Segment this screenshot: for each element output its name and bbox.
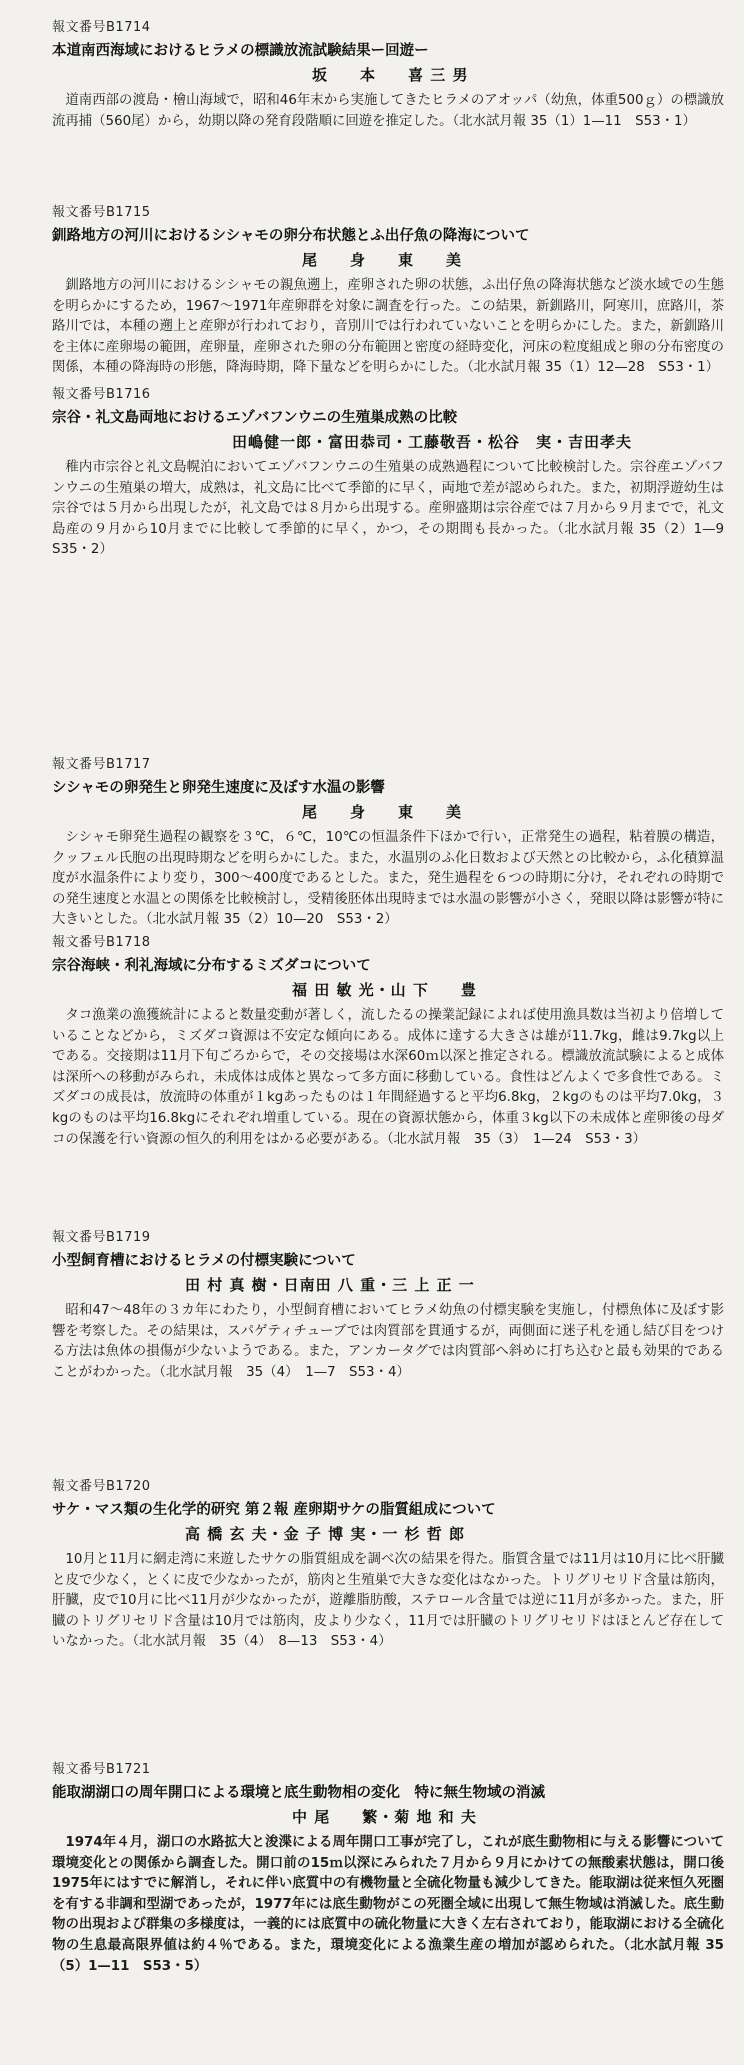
report-abstract: タコ漁業の漁獲統計によると数量変動が著しく，流したるの操業記録によれば使用漁具数は当初より倍増していることなどから，ミズダコ資源は不安定な傾向にある。成体に達する大きさは雄が11.7kg，雌は9.7kg以上である。交接期は11月下旬ごろからで，その交接場は水深60ｍ以深と推定される。標識放流試験によると成体は深所への移動がみられ，未成体は成体と異なって多方面に移動している。食性はどんよくで多食性である。ミズダコの成長は，放流時の体重が１kgあったものは１年間経過すると平均6.8kg，２kgのものは平均7.0kg，３kgのものは平均16.8kgにそれぞれ増重している。現在の資源状態から，体重３kg以下の未成体と産卵後の母ダコの保護を行い資源の恒久的利用をはかる必要がある。（北水試月報 35（3） 1—24 S53・3）	[52, 1008, 724, 1147]
report-number: 報文番号B1716	[52, 387, 151, 402]
report-title: 釧路地方の河川におけるシシャモの卵分布状態とふ出仔魚の降海について	[52, 228, 530, 244]
report-abstract: シシャモ卵発生過程の観察を３℃，６℃，10℃の恒温条件下ほかで行い，正常発生の過程，粘着膜の構造，クッフェル氏胞の出現時期などを明らかにした。また，水温別のふ化日数および天然との比較から，ふ化積算温度が水温条件により変り，300〜400度であるとした。また，発生過程を６つの時期に分け，それぞれの時期での発生速度と水温との関係を比較検討し，受精後胚体出現時までは水温の影響が小さく，発眼以降は影響が特に大きいとした。（北水試月報 35（2）10—20 S53・2）	[52, 830, 724, 928]
report-number: 報文番号B1718	[52, 935, 151, 950]
report-authors: 福 田 敏 光・山 下 豊	[292, 981, 477, 999]
report-entry-b1720	[52, 1477, 724, 1653]
report-abstract: 1974年４月，湖口の水路拡大と浚渫による周年開口工事が完了し，これが底生動物相に与える影響について環境変化との関係から調査した。開口前の15ｍ以深にみられた７月から９月にかけての無酸素状態は，開口後1975年にはすでに解消し，それに伴い底質中の有機物量と全硫化物量も減少してきた。能取湖は従来恒久死圏を有する非調和型湖であったが，1977年には底生動物がこの死圏全域に出現して無生物域は消滅した。底生動物の出現および群集の多様度は，一義的には底質中の硫化物量に大きく左右されており，能取湖における全硫化物の生息最高限界値は約４％である。また，環境変化による漁業生産の増加が認められた。（北水試月報 35（5）1—11 S53・5）	[52, 1835, 724, 1974]
report-authors: 田嶋健一郎・富田恭司・工藤敬吾・松谷 実・吉田孝夫	[232, 433, 633, 451]
report-title: 小型飼育槽におけるヒラメの付標実験について	[52, 1253, 356, 1269]
report-abstract: 道南西部の渡島・檜山海域で，昭和46年末から実施してきたヒラメのアオッパ（幼魚，体重500ｇ）の標識放流再捕（560尾）から，幼期以降の発育段階順に回遊を推定した。（北水試月報 35（1）1—11 S53・1）	[52, 93, 724, 129]
report-entry-b1719	[52, 1228, 724, 1383]
report-entry-b1718	[52, 933, 724, 1150]
report-number: 報文番号B1715	[52, 205, 151, 220]
report-abstract: 昭和47〜48年の３カ年にわたり，小型飼育槽においてヒラメ幼魚の付標実験を実施し，付標魚体に及ぼす影響を考察した。その結果は，スパゲティチューブでは肉質部を貫通するが，両側面に迷子札を通し結び目をつける方法は魚体の損傷が少ないようである。また，アンカータグでは肉質部へ斜めに打ち込むと最も効果的であることがわかった。（北水試月報 35（4） 1—7 S53・4）	[52, 1303, 724, 1380]
report-abstract: 稚内市宗谷と礼文島幌泊においてエゾバフンウニの生殖巣の成熟過程について比較検討した。宗谷産エゾバフンウニの生殖巣の増大，成熟は，礼文島に比べて季節的に早く，両地で差が認められた。また，初期浮遊幼生は宗谷では５月から出現したが，礼文島では８月から出現する。産卵盛期は宗谷産では７月から９月までで，礼文島産の９月から10月までに比較して季節的に早く，かつ，その期間も長かった。（北水試月報 35（2）1—9 S35・2）	[52, 460, 738, 558]
report-authors: 尾 身 東 美	[302, 251, 463, 269]
report-authors: 中 尾 繁・菊 地 和 夫	[292, 1808, 477, 1826]
report-entry-b1714	[52, 18, 724, 132]
report-title: 宗谷・礼文島両地におけるエゾバフンウニの生殖巣成熟の比較	[52, 410, 458, 426]
report-title: 本道南西海域におけるヒラメの標識放流試験結果ー回遊ー	[52, 43, 429, 59]
report-entry-b1716	[52, 385, 738, 561]
report-number: 報文番号B1721	[52, 1762, 151, 1777]
report-authors: 尾 身 東 美	[302, 803, 463, 821]
report-authors: 田 村 真 樹・日南田 八 重・三 上 正 一	[185, 1276, 475, 1294]
report-authors: 高 橋 玄 夫・金 子 博 実・一 杉 哲 郎	[185, 1525, 466, 1543]
report-abstract: 10月と11月に網走湾に来遊したサケの脂質組成を調べ次の結果を得た。脂質含量では11月は10月に比べ肝臓と皮で少なく，とくに皮で少なかったが，筋肉と生殖巣で大きな変化はなかった。トリグリセリド含量は筋肉，肝臓，皮で10月に比べ11月が少なかったが，遊離脂肪酸，ステロール含量では逆に11月が多かった。また，肝臓のトリグリセリド含量は10月では筋肉，皮より少なく，11月では肝臓のトリグリセリドはほとんど存在していなかった。（北水試月報 35（4） 8—13 S53・4）	[52, 1552, 724, 1650]
report-abstract: 釧路地方の河川におけるシシャモの親魚遡上，産卵された卵の状態，ふ出仔魚の降海状態など淡水域での生態を明らかにするため，1967〜1971年産卵群を対象に調査を行った。この結果，新釧路川，阿寒川，庶路川，茶路川では，本種の遡上と産卵が行われており，音別川では行われていないことを明らかにした。また，新釧路川を主体に産卵場の範囲，産卵量，産卵された卵の分布範囲と密度の経時変化，河床の粒度組成と卵の分布密度の関係，本種の降海時の形態，降海時期，降下量などを明らかにした。（北水試月報 35（1）12—28 S53・1）	[52, 278, 724, 376]
report-title: 宗谷海峡・利礼海域に分布するミズダコについて	[52, 958, 371, 974]
report-entry-b1721	[52, 1760, 724, 1977]
report-title: シシャモの卵発生と卵発生速度に及ぼす水温の影響	[52, 780, 385, 796]
report-authors: 坂 本 喜 三 男	[312, 66, 469, 84]
report-title: サケ・マス類の生化学的研究 第２報 産卵期サケの脂質組成について	[52, 1502, 496, 1518]
report-number: 報文番号B1714	[52, 20, 151, 35]
report-entry-b1717	[52, 755, 724, 931]
report-number: 報文番号B1717	[52, 757, 151, 772]
report-number: 報文番号B1719	[52, 1230, 151, 1245]
report-number: 報文番号B1720	[52, 1479, 151, 1494]
report-entry-b1715	[52, 203, 724, 379]
report-title: 能取湖湖口の周年開口による環境と底生動物相の変化 特に無生物域の消滅	[52, 1785, 545, 1801]
